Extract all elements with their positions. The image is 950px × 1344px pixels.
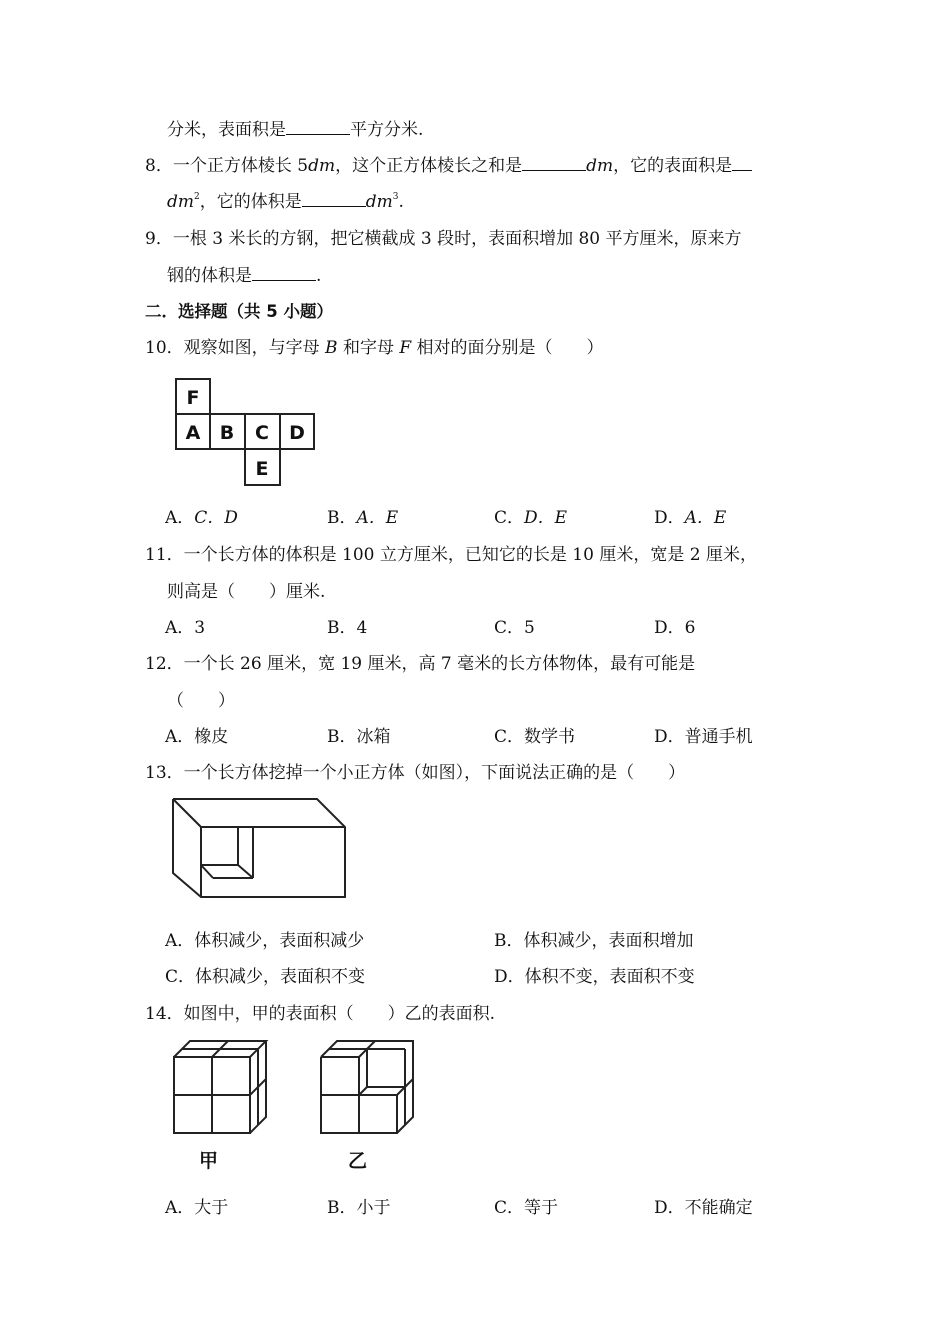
option-label: A．: [165, 931, 195, 951]
q12-option-b[interactable]: [327, 725, 391, 749]
q10-text-a: 观察如图，与字母: [183, 338, 326, 358]
cuboid-outline: [173, 799, 345, 897]
option-label: B．: [327, 508, 357, 528]
q11-option-a[interactable]: [165, 616, 205, 640]
option-text: 6: [684, 618, 696, 638]
notch-edge-3: [238, 865, 253, 878]
notch-back-face: [201, 827, 238, 865]
q10-number: 10．: [145, 338, 184, 358]
q12-number: 12．: [145, 654, 184, 674]
q9-text-1: 一根 3 米长的方钢，把它横截成 3 段时，表面积增加 80 平方厘米，原来方: [172, 229, 742, 249]
q10-letter-f: F: [399, 338, 412, 358]
net-letter-e: E: [255, 458, 269, 480]
q8-unit-1: dm: [308, 156, 336, 176]
q8-number: 8．: [145, 156, 173, 176]
option-label: B．: [327, 618, 357, 638]
option-text: 大于: [194, 1198, 229, 1218]
q10-option-a[interactable]: [165, 506, 238, 530]
q7-tail-line: [167, 118, 423, 142]
option-label: A．: [165, 508, 195, 528]
option-text: A．E: [356, 508, 399, 528]
net-letter-c: C: [255, 422, 269, 444]
yi-notch-floor-right: [397, 1087, 405, 1095]
q8-text-d: ，它的体积是: [199, 192, 302, 212]
q12-option-c[interactable]: [494, 725, 575, 749]
q9-text-2b: .: [316, 266, 322, 286]
option-label: B．: [494, 931, 524, 951]
q14-label-jia: 甲: [199, 1150, 219, 1172]
q8-blank-2: [732, 170, 752, 171]
option-text: 普通手机: [684, 727, 753, 747]
q14-option-d[interactable]: [654, 1196, 753, 1220]
q8-text-a: 一个正方体棱长 5: [172, 156, 309, 176]
option-text: 等于: [524, 1198, 559, 1218]
q9-line2: [167, 264, 321, 288]
q8-text-b: ，这个正方体棱长之和是: [335, 156, 523, 176]
q9-line1: [145, 227, 742, 251]
net-letter-f: F: [186, 387, 200, 409]
net-letter-a: A: [185, 422, 201, 444]
q9-text-2a: 钢的体积是: [167, 266, 252, 286]
q14-number: 14．: [145, 1004, 184, 1024]
option-label: A．: [165, 1198, 195, 1218]
q8-text-c: ，它的表面积是: [613, 156, 733, 176]
option-text: D．E: [524, 508, 568, 528]
option-text: 5: [524, 618, 535, 638]
q13-cuboid-figure: [165, 793, 350, 903]
q13-option-d[interactable]: [494, 965, 695, 989]
option-label: C．: [494, 727, 525, 747]
option-text: 橡皮: [194, 727, 229, 747]
q14-option-c[interactable]: [494, 1196, 558, 1220]
option-label: D．: [654, 618, 685, 638]
option-text: 体积减少，表面积不变: [195, 967, 366, 987]
option-text: 体积不变，表面积不变: [524, 967, 695, 987]
option-label: C．: [494, 618, 525, 638]
option-text: C．D: [194, 508, 238, 528]
q12-line1: [145, 652, 695, 676]
q8-unit-2: dm: [586, 156, 614, 176]
q9-number: 9．: [145, 229, 173, 249]
q12-line2: （ ）: [167, 691, 235, 711]
q8-blank-3: [302, 206, 366, 207]
cuboid-top-left-edge: [173, 799, 201, 827]
option-text: 体积减少，表面积减少: [194, 931, 365, 951]
q11-line2: 则高是（ ）厘米.: [167, 582, 326, 602]
q14-cube-yi-figure: [315, 1035, 420, 1140]
q8-sup-2: 2: [194, 192, 200, 202]
q8-line2: [167, 190, 404, 214]
section-2-heading: 二．选择题（共 5 小题）: [145, 302, 333, 321]
q8-sup-3: 3: [392, 192, 399, 202]
option-text: 3: [194, 618, 206, 638]
q8-unit-3: dm: [167, 192, 195, 212]
q11-number: 11．: [145, 545, 184, 565]
q7-text-a: 分米，表面积是: [167, 120, 286, 140]
q13-option-c[interactable]: [165, 965, 365, 989]
option-text: 体积减少，表面积增加: [523, 931, 694, 951]
notch-edge-4: [201, 865, 213, 878]
q10-line1: [145, 336, 604, 360]
q11-option-c[interactable]: [494, 616, 535, 640]
q8-text-e: .: [398, 192, 404, 212]
q14-text-1: 如图中，甲的表面积（ ）乙的表面积.: [183, 1004, 496, 1024]
option-label: C．: [165, 967, 196, 987]
q12-text-1: 一个长 26 厘米，宽 19 厘米，高 7 毫米的长方体物体，最有可能是: [183, 654, 696, 674]
q12-option-d[interactable]: [654, 725, 753, 749]
q11-option-d[interactable]: [654, 616, 695, 640]
net-letter-b: B: [219, 422, 235, 444]
q8-line1: [145, 154, 752, 178]
q10-option-c[interactable]: [494, 506, 567, 530]
option-label: C．: [494, 1198, 525, 1218]
q10-option-b[interactable]: [327, 506, 398, 530]
q10-cube-net-figure: [170, 375, 322, 491]
q11-option-b[interactable]: [327, 616, 367, 640]
q13-option-b[interactable]: [494, 929, 694, 953]
option-text: 小于: [356, 1198, 391, 1218]
net-letter-d: D: [289, 422, 305, 444]
option-label: A．: [165, 618, 195, 638]
q8-blank-1: [522, 170, 586, 171]
yi-right-h: [405, 1079, 413, 1087]
q13-option-a[interactable]: [165, 929, 364, 953]
q14-option-b[interactable]: [327, 1196, 391, 1220]
q9-blank: [252, 280, 316, 281]
option-text: 冰箱: [356, 727, 391, 747]
q14-cube-jia-figure: [168, 1035, 273, 1140]
option-label: D．: [654, 508, 685, 528]
q14-option-a[interactable]: [165, 1196, 228, 1220]
q7-text-b: 平方分米.: [350, 120, 424, 140]
option-label: B．: [327, 1198, 357, 1218]
q11-line1: [145, 543, 757, 567]
q10-text-b: 和字母: [337, 338, 400, 358]
q10-option-d[interactable]: [654, 506, 726, 530]
q10-text-c: 相对的面分别是（ ）: [411, 338, 604, 358]
option-text: A．E: [684, 508, 727, 528]
q7-blank: [286, 134, 350, 135]
q12-option-a[interactable]: [165, 725, 228, 749]
option-label: D．: [654, 727, 685, 747]
option-label: D．: [494, 967, 525, 987]
option-text: 数学书: [524, 727, 576, 747]
option-label: B．: [327, 727, 357, 747]
option-text: 4: [356, 618, 368, 638]
option-label: A．: [165, 727, 195, 747]
q13-number: 13．: [145, 763, 184, 783]
q8-unit-4: dm: [365, 192, 393, 212]
q13-line1: [145, 761, 685, 785]
option-label: C．: [494, 508, 525, 528]
option-label: D．: [654, 1198, 685, 1218]
q10-letter-b: B: [325, 338, 338, 358]
q13-text-1: 一个长方体挖掉一个小正方体（如图），下面说法正确的是（ ）: [183, 763, 686, 783]
yi-notch-floor-left: [359, 1087, 367, 1095]
option-text: 不能确定: [684, 1198, 753, 1218]
q14-line1: [145, 1002, 495, 1026]
q14-label-yi: 乙: [348, 1150, 368, 1172]
q11-text-1: 一个长方体的体积是 100 立方厘米，已知它的长是 10 厘米，宽是 2 厘米，: [183, 545, 757, 565]
